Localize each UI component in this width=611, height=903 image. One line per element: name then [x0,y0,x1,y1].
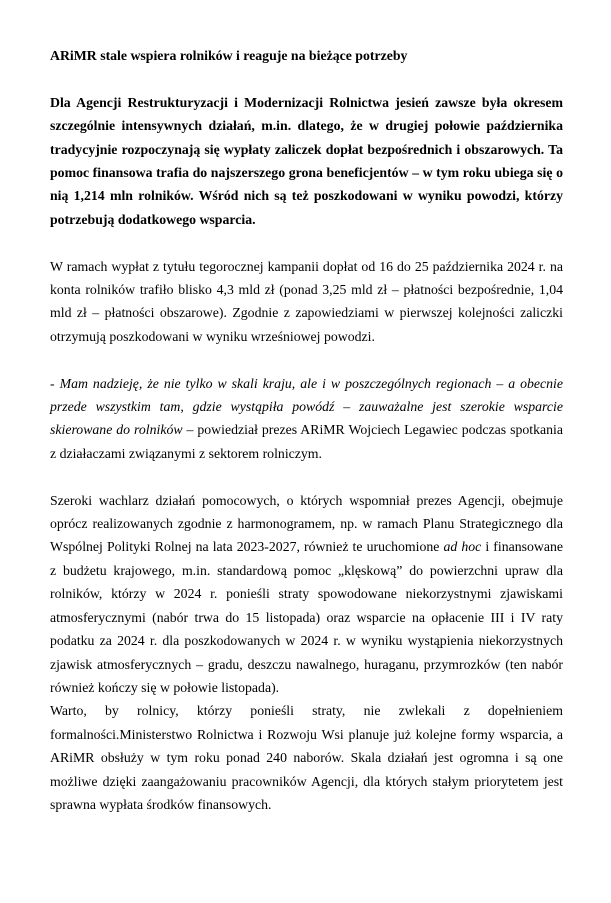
paragraph-lead: Dla Agencji Restrukturyzacji i Modernizacji Rolnictwa jesień zawsze była okresem szczególnie intensywnych działań, m.in. dlatego, że w drugiej połowie października tradycyjnie rozpoczynają się wypłaty zaliczek dopłat bezpośrednich i obszarowych. Ta pomoc finansowa trafia do najszerszego grona beneficjentów – w tym roku ubiega się o nią 1,214 mln rolników. Wśród nich są też poszkodowani w wyniku powodzi, którzy potrzebują dodatkowego wsparcia. [50,94,563,227]
paragraph-payments: W ramach wypłat z tytułu tegorocznej kampanii dopłat od 16 do 25 października 2024 r. na konta rolników trafiło blisko 4,3 mld zł (ponad 3,25 mld zł – płatności bezpośrednie, 1,04 mld zł – płatności obszarowe). Zgodnie z zapowiedziami w pierwszej kolejności zaliczki otrzymują poszkodowani w wyniku wrześniowej powodzi. [50,258,563,344]
support-text-part2: i finansowane z budżetu krajowego, m.in. standardową pomoc „klęskową” do powierzchni upraw dla rolników, którzy w 2024 r. ponieśli straty spowodowane niekorzystnymi zjawiskami atmosferycznymi (nabór trwa do 15 listopada) oraz wsparcie na opłacenie III i IV raty podatku za 2024 r. dla poszkodowanych w 2024 r. w wyniku wystąpienia niekorzystnych zjawisk atmosferycznych – gradu, deszczu nawalnego, huraganu, przymrozków (ten nabór również kończy się w połowie listopada). [50,539,563,695]
quote-attribution-text: – powiedział prezes ARiMR Wojciech Legawiec podczas spotkania z działaczami związanymi z sektorem rolniczym. [50,422,563,461]
support-text-part1: Szeroki wachlarz działań pomocowych, o których wspomniał prezes Agencji, obejmuje oprócz realizowanych zgodnie z harmonogramem, np. w ramach Planu Strategicznego dla Wspólnej Polityki Rolnej na lata 2023-2027, również te uruchomione [50,492,563,555]
document-title: ARiMR stale wspiera rolników i reaguje na bieżące potrzeby [50,48,408,63]
paragraph-quote [50,372,563,466]
support-ad-hoc-italic: ad hoc [443,539,482,555]
paragraph-support [50,489,563,700]
paragraph-closing: Warto, by rolnicy, którzy ponieśli straty, nie zwlekali z dopełnieniem formalności.Ministerstwo Rolnictwa i Rozwoju Wsi planuje już kolejne formy wsparcia, a ARiMR obsłuży w tym roku ponad 240 naborów. Skala działań jest ogromna i są one możliwe dzięki zaangażowaniu pracowników Agencji, dla których stałym priorytetem jest sprawna wypłata środków finansowych. [50,703,563,812]
quote-italic-text: - Mam nadzieję, że nie tylko w skali kraju, ale i w poszczególnych regionach – a obecnie przede wszystkim tam, gdzie wystąpiła powódź – zauważalne jest szerokie wsparcie skierowane do rolników [50,375,563,438]
